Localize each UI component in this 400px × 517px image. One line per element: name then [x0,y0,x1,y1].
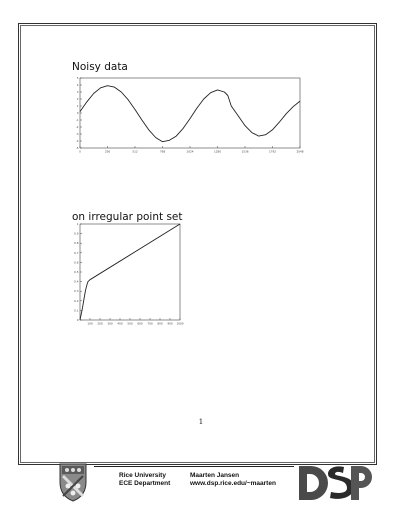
plot-frame [80,224,180,320]
x-tick-label: 256 [104,149,111,154]
y-tick-label: 3 [76,90,79,94]
x-tick-label: 400 [117,321,123,326]
institution-name: Rice University [119,472,166,479]
y-tick-label: 0.2 [74,298,79,303]
y-tick-label: 0.1 [74,308,79,313]
y-tick-label: 0 [76,318,79,322]
y-tick-label: 0.9 [74,231,79,236]
x-tick-label: 900 [167,321,173,326]
y-tick-label: 0 [76,111,79,115]
footer-author [190,472,276,488]
y-tick-label: 0.3 [74,289,79,294]
author-name: Maarten Jansen [190,472,240,479]
x-tick-label: 0 [79,149,81,154]
x-tick-label: 1000 [176,321,184,326]
x-tick-label: 512 [132,149,138,154]
x-tick-label: 800 [157,321,163,326]
dsp-logo [297,462,373,504]
x-tick-label: 768 [159,149,166,154]
x-tick-label: 1280 [213,149,222,154]
y-tick-label: -3 [75,132,79,136]
x-tick-label: 2048 [296,149,304,154]
y-tick-label: 1 [76,222,79,226]
series-line [80,224,180,320]
y-tick-label: 0.8 [74,241,79,246]
footer-affiliation [119,472,170,488]
footer-rule [94,466,294,467]
x-tick-label: 1024 [186,149,194,154]
author-url[interactable]: www.dsp.rice.edu/~maarten [190,480,276,487]
y-tick-label: 0.6 [74,260,79,265]
page-number: 1 [198,418,204,426]
y-tick-label: -1 [75,118,79,122]
y-tick-label: 2 [76,97,79,101]
y-tick-label: 1 [76,104,79,108]
noisy-data-title: Noisy data [72,61,128,73]
y-tick-label: 0.4 [74,279,79,284]
plot-frame [80,78,300,148]
noisy-data-chart [70,76,302,156]
y-tick-label: 4 [76,83,79,87]
x-tick-label: 100 [87,321,93,326]
y-tick-label: 0.7 [74,250,79,255]
university-crest-icon [58,462,88,502]
y-tick-label: -4 [75,139,79,143]
y-tick-label: 0.5 [74,270,79,274]
irregular-points-title: on irregular point set [72,211,183,223]
x-tick-label: 600 [137,321,143,326]
x-tick-label: 200 [97,321,103,326]
department-name: ECE Department [119,480,171,487]
irregular-points-chart [70,222,182,330]
y-tick-label: -5 [75,146,79,150]
x-tick-label: 500 [127,321,133,326]
x-tick-label: 1536 [241,149,249,154]
x-tick-label: 1792 [268,149,277,154]
series-line [80,86,300,142]
x-tick-label: 700 [147,321,153,326]
x-tick-label: 300 [107,321,113,326]
y-tick-label: -2 [75,125,79,129]
y-tick-label: 5 [76,76,79,80]
